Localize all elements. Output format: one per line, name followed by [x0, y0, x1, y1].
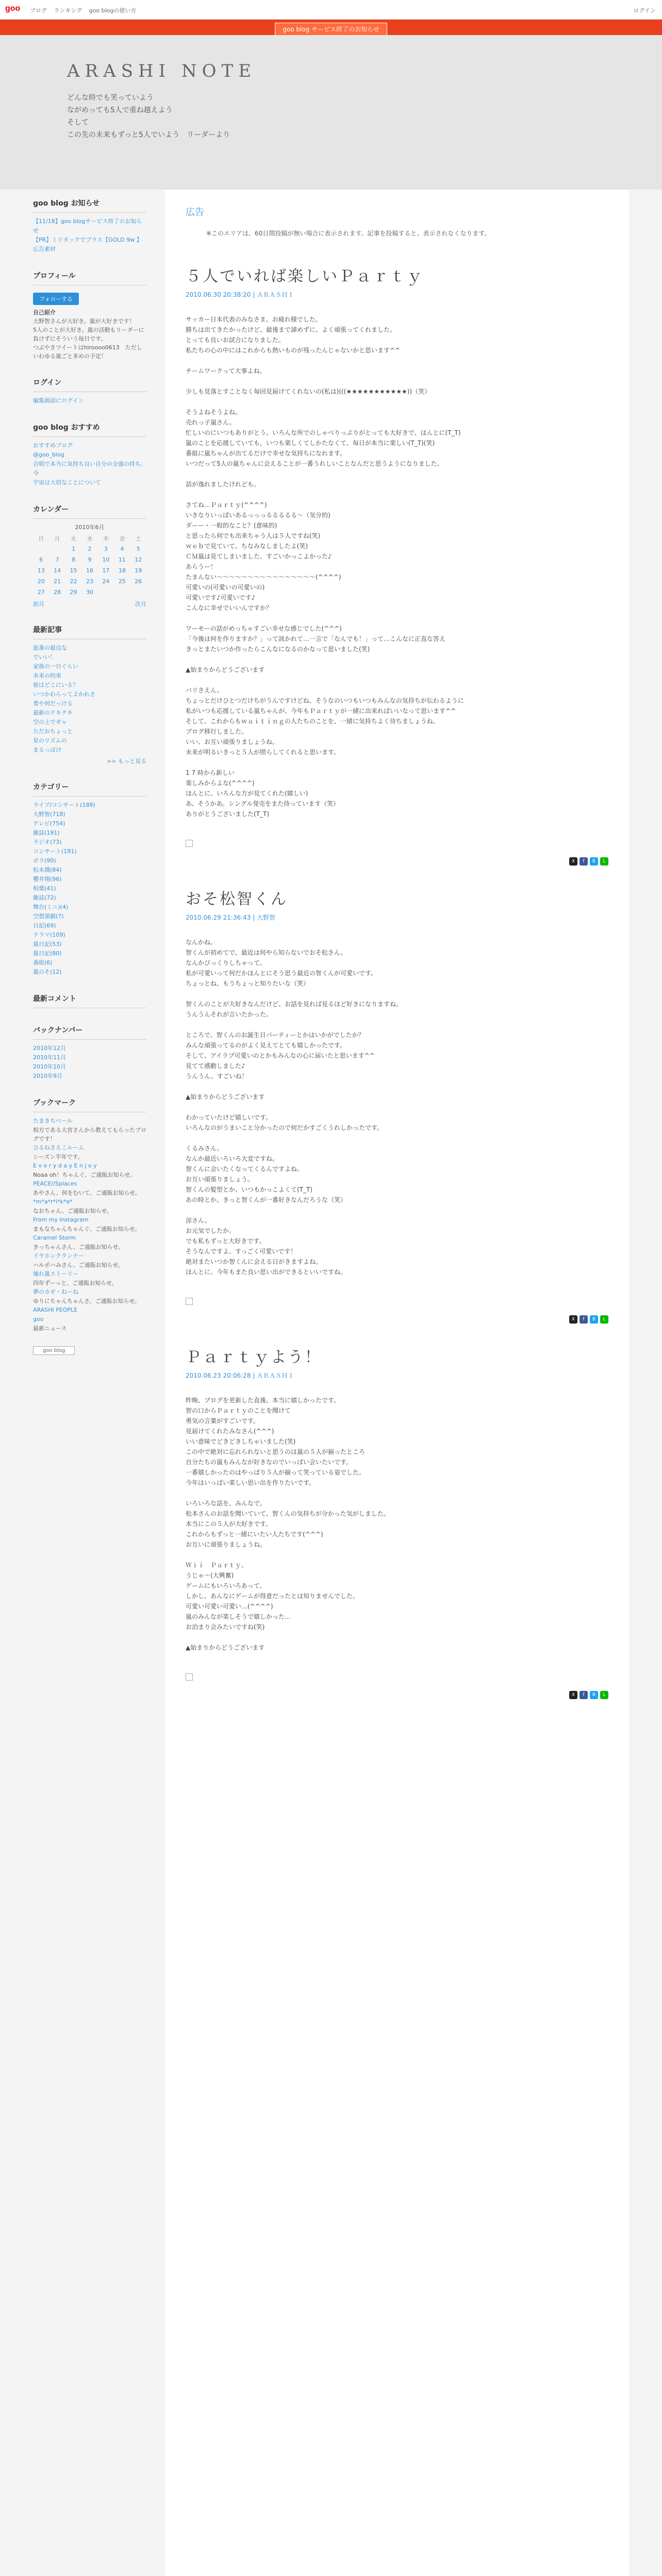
category-link[interactable]: 嵐日記(80)	[33, 950, 62, 957]
calendar-day[interactable]: 2	[88, 546, 92, 552]
calendar-day	[114, 587, 130, 598]
category-title: カテゴリー	[33, 778, 146, 796]
line-share-icon[interactable]: L	[600, 857, 608, 866]
category-section	[33, 778, 146, 977]
desc-line: ながめっても5人で重ね越えよう	[67, 106, 173, 114]
calendar-day[interactable]: 23	[86, 578, 93, 585]
edit-login-link[interactable]: 編集画面にログイン	[33, 397, 84, 404]
hatena-share-icon[interactable]: B	[590, 857, 598, 866]
calendar-day[interactable]: 6	[39, 556, 43, 563]
category-link[interactable]: ラジオ(73)	[33, 839, 62, 845]
profile-title: プロフィール	[33, 267, 146, 285]
facebook-share-icon[interactable]: f	[580, 857, 588, 866]
main-content	[165, 190, 629, 2576]
bookmark-link[interactable]: 憧れ嵐ストーリー	[33, 1270, 78, 1277]
bookmark-desc: ハルポハみさん、ご通販お知らせ。	[33, 1262, 124, 1268]
recent-article-link[interactable]: 星のリズムの	[33, 737, 67, 744]
profile-name: 自己紹介	[33, 309, 56, 316]
comment-section	[33, 990, 146, 1008]
calendar-weekday: 土	[135, 535, 141, 542]
recent-article-link[interactable]: 彼はどこにいる？	[33, 682, 78, 688]
calendar-title: カレンダー	[33, 501, 146, 519]
entry-paragraph: ▲始まりからどうございます	[186, 1093, 265, 1100]
bookmark-link[interactable]: 夢のカギ・ねーね	[33, 1289, 78, 1295]
bookmark-desc: 相方である大宮さんから教えてもらったブログです！	[33, 1127, 146, 1142]
calendar-day[interactable]: 13	[37, 567, 45, 574]
bookmark-link[interactable]: PEACE//Splaces	[33, 1180, 77, 1187]
entry-meta[interactable]: 2010.06.30 20:38:20 | ＡＲＡＳＨＩ	[186, 291, 294, 298]
recent-title: 最新記事	[33, 621, 146, 639]
service-notice-bar	[0, 20, 662, 35]
calendar-day[interactable]: 11	[118, 556, 126, 563]
calendar-week	[33, 565, 146, 576]
desc-line: この先の未来もずっと5人でいよう リーダーより	[67, 131, 230, 139]
recent-article-link[interactable]: まるっぽけ	[33, 747, 61, 753]
share-buttons	[186, 857, 608, 866]
category-link[interactable]: 嵐のそ(12)	[33, 969, 62, 975]
profile-section	[33, 267, 146, 361]
entry-paragraph: くるみさん。 なんか最近いろいろ大変ですね。 智くんに会いたくなってくるんですよね。 お互い頑張りましょう。 智くんの髪型とか、いつもかっこよくて(T_T) あの時とか、きっと智くんが一番好きなんだろうな（笑）	[186, 1145, 347, 1204]
bookmark-link[interactable]: goo	[33, 1316, 44, 1323]
bookmark-desc: Noaa oh！ちゃんぐ、ご通販お知らせ。	[33, 1172, 136, 1178]
blog-title[interactable]: ARASHI NOTE	[67, 61, 257, 81]
backnumber-link[interactable]: 2010年9月	[33, 1073, 62, 1079]
entry-title[interactable]: Ｐａｒｔｙよう！	[186, 1348, 322, 1366]
x-share-icon[interactable]: X	[569, 1691, 577, 1699]
bookmark-link[interactable]: Caramel Storm	[33, 1234, 76, 1241]
blog-entry	[186, 263, 608, 866]
calendar-weekday: 木	[103, 535, 109, 542]
calendar-day[interactable]: 1	[72, 546, 76, 552]
recent-article-link[interactable]: ただおちょっと	[33, 728, 73, 735]
goo-nav	[30, 6, 141, 14]
calendar-day	[130, 587, 146, 598]
category-link[interactable]: 番組(6)	[33, 959, 53, 966]
calendar-day[interactable]: 16	[86, 567, 93, 574]
news-item[interactable]: 【PR】ミリタックでブラス【GOLD 9w 】広告素材	[33, 236, 142, 252]
entry-paragraph: ▲始まりからどうございます	[186, 666, 265, 673]
blog-description	[67, 92, 230, 141]
line-share-icon[interactable]: L	[600, 1691, 608, 1699]
calendar-next[interactable]: 次月	[135, 601, 146, 607]
service-notice-link[interactable]: goo blog サービス終了のお知らせ	[275, 23, 387, 36]
calendar-day[interactable]: 30	[86, 589, 93, 596]
calendar-caption: 2010年6月	[75, 524, 105, 531]
backnumber-section	[33, 1022, 146, 1081]
recent-article-link[interactable]: 未来の約束	[33, 672, 61, 679]
ad-label: 広告	[186, 207, 204, 218]
calendar-day[interactable]: 9	[88, 556, 92, 563]
calendar-day[interactable]: 4	[120, 546, 124, 552]
category-link[interactable]: コンサート(191)	[33, 848, 77, 855]
news-title: goo blog お知らせ	[33, 195, 146, 213]
nav-blog[interactable]: ブログ	[30, 7, 47, 14]
calendar-day	[33, 544, 49, 554]
login-title: ログイン	[33, 374, 146, 392]
entry-paragraph: いろいろな話を、みんなで。 松本さんのお話を聞いていて、智くんの気持ちが分かった気がしました。 本当にこの５人が大好きです。 これからもずっと一緒にいたい人たちです(^^^) お互いに頑張りましょうね。	[186, 1500, 390, 1548]
desc-line: どんな時でも笑っていよう	[67, 94, 154, 102]
desc-line: そして	[67, 118, 89, 127]
recommend-item[interactable]: @goo_blog	[33, 451, 64, 458]
calendar-weekday: 水	[87, 535, 93, 542]
backnumber-link[interactable]: 2010年10月	[33, 1063, 66, 1070]
entry-body	[186, 314, 608, 819]
entry-paragraph: そうよねそうよね。 売れっ子嵐さん。 忙しいのにいつもありがとう。いろんな所でのしゃべりっぷりがとっても大好きで、ほんとに(T_T) 嵐のことを応援していても，いつも楽しくてしかたなくて、毎日が本当に楽しい(T_T)(笑) 番組に嵐ちゃんが出てるだけで幸せな気持ちになれます。 いつだって5人の嵐ちゃんに会えることが一番うれしいことなんだと思うようになりました。	[186, 409, 461, 467]
share-buttons	[186, 1691, 608, 1699]
calendar-day[interactable]: 14	[54, 567, 61, 574]
entry-body	[186, 937, 608, 1277]
blog-entry	[186, 1344, 608, 1699]
calendar-weekday: 月	[54, 535, 60, 542]
calendar-day[interactable]: 25	[118, 578, 126, 585]
recommend-title: goo blog おすすめ	[33, 419, 146, 437]
category-link[interactable]: 相葉(41)	[33, 885, 56, 892]
recent-article-link[interactable]: 最新のテキテキ	[33, 709, 73, 716]
entry-paragraph: サッカー日本代表のみなさま、お疲れ様でした。 勝ちは出てきたかったけど、最後まで諦めずに、よく頑張ってくれました。 とっても良いお試合になりました。 私たちの心の中にはこれからも熱いものが残ったんじゃないかと思います^^	[186, 316, 401, 354]
recent-article-link[interactable]: 勇や何だっける	[33, 700, 73, 707]
backnumber-link[interactable]: 2010年11月	[33, 1054, 66, 1061]
calendar-day[interactable]: 28	[54, 589, 61, 596]
recommend-item[interactable]: おすすめブログ	[33, 442, 73, 449]
facebook-share-icon[interactable]: f	[580, 1315, 588, 1324]
category-link[interactable]: 空想演劇(7)	[33, 913, 64, 920]
calendar-day[interactable]: 17	[102, 567, 110, 574]
login-section	[33, 374, 146, 405]
category-link[interactable]: ドラマ(109)	[33, 931, 65, 938]
follow-button[interactable]: フォローする	[33, 293, 79, 305]
calendar-day[interactable]: 21	[54, 578, 61, 585]
recent-article-link[interactable]: 家族の一日ぐらい	[33, 663, 78, 670]
calendar-prev[interactable]: 前月	[33, 601, 44, 607]
x-share-icon[interactable]: X	[569, 1315, 577, 1324]
entry-paragraph: バリさえん。 ちょっとだけひとつだけちがうんですけどね、そうなのいつもいつもみんなの気持ちが伝わるように 私がいつも応援している嵐ちゃんが、今年もＰａｒｔｙが一緒に出来ればいいなって思います^^ そして、これからもｗａｉｔｉｎｇの人たちのことを、一緒に気持ちよく待ちましょうね。 ブログ移行しました。 いい、お互い頑張りましょうね。 未来が明るいきっと５人が照らしてくれると思います。	[186, 687, 464, 756]
category-link[interactable]: 雑誌(191)	[33, 829, 60, 836]
entry-body	[186, 1395, 608, 1653]
calendar-day[interactable]: 26	[135, 578, 142, 585]
calendar-table	[33, 533, 146, 598]
hatena-share-icon[interactable]: B	[590, 1315, 598, 1324]
entry-paragraph: 少しも見落とすことなく毎回見届けてくれないの(私は)(((★★★★★★★★★★★))（笑）	[186, 388, 431, 395]
nav-ranking[interactable]: ランキング	[54, 7, 82, 14]
bookmark-link[interactable]: E v e r y d a y E n j o y	[33, 1162, 97, 1169]
news-item[interactable]: 【11/18】goo blogサービス終了のお知らせ	[33, 218, 142, 234]
blog-header	[0, 35, 662, 190]
calendar-day[interactable]: 8	[72, 556, 76, 563]
category-link[interactable]: ボラ(90)	[33, 857, 56, 864]
category-link[interactable]: 日記(69)	[33, 922, 56, 929]
bookmark-desc: シーズン半年です。	[33, 1154, 84, 1160]
calendar-day[interactable]: 7	[55, 556, 59, 563]
calendar-week	[33, 576, 146, 587]
calendar-day[interactable]: 5	[136, 546, 140, 552]
blog-entry	[186, 886, 608, 1324]
calendar-day[interactable]: 22	[70, 578, 77, 585]
entry-paragraph: Ｗｉｉ Ｐａｒｔｙ。 うじゃ〜(大興奮) ゲームにもいろいろあって、 しかし、あんなにゲームが得意だったとは知りませんでした。 可愛い可愛い可愛い…(^^^^) 嵐のみんなが楽しそうで嬉しかった… お泊まり会みたいですね(笑)	[186, 1562, 359, 1631]
calendar-day[interactable]: 27	[37, 589, 45, 596]
recent-section	[33, 621, 146, 765]
entry-meta[interactable]: 2010.06.29 21:36:43 | 大野智	[186, 914, 276, 921]
recent-article-link[interactable]: 空の上でギャ	[33, 719, 67, 725]
entry-title[interactable]: おそ松智くん	[186, 890, 288, 908]
calendar-weekday: 火	[71, 535, 77, 542]
category-link[interactable]: 嵐日記(53)	[33, 941, 62, 947]
recent-article-link[interactable]: いつかわらってよかれさ	[33, 691, 95, 698]
entry-meta[interactable]: 2010.06.23 20:06:28 | ＡＲＡＳＨＩ	[186, 1372, 294, 1379]
calendar-week	[33, 544, 146, 554]
category-link[interactable]: ライブ/コンサート(189)	[33, 802, 95, 808]
bookmark-desc: 最新ニュース	[33, 1325, 67, 1332]
goo-blog-badge[interactable]: goo blog	[33, 1346, 75, 1355]
entry-paragraph: わかっていたけど嬉しいです。 いろんなのがうまいこと分かったので何だかすごくうれしかったです。	[186, 1114, 384, 1131]
bookmark-section	[33, 1094, 146, 1333]
entry-paragraph: 智くんのことが大好きなんだけど、お話を見れば見るほど好きになりますね。 うんうんそれが言いたかった。	[186, 1001, 403, 1018]
recommend-item[interactable]: 合唱で本当に気持ち良い自分の全盛の持ち、今	[33, 461, 146, 477]
category-link[interactable]: 櫻井翔(96)	[33, 876, 62, 883]
calendar-day[interactable]: 3	[104, 546, 108, 552]
calendar-day	[49, 544, 65, 554]
recommend-item[interactable]: 宇宙は大切なことについて	[33, 479, 101, 486]
calendar-day[interactable]: 29	[70, 589, 77, 596]
recent-article-link[interactable]: でいい！	[33, 654, 56, 660]
bookmark-desc: ゆりにちゃんちゃんさ、ご通販お知らせ。	[33, 1298, 140, 1304]
share-buttons	[186, 1315, 608, 1324]
entry-title[interactable]: ５人でいれば楽しいＰａｒｔｙ	[186, 267, 424, 285]
category-link[interactable]: 舞台(ミニ)(4)	[33, 904, 69, 910]
bookmark-link[interactable]: ひるねさえこルーム	[33, 1144, 84, 1151]
comment-title: 最新コメント	[33, 990, 146, 1008]
hatena-share-icon[interactable]: B	[590, 1691, 598, 1699]
image-icon	[186, 1298, 193, 1305]
entry-paragraph: ワーモーの話がめっちゃすごい幸せな感じでした(^^^) 「今後は何を作りますか？」って訊かれて…一言で「なんでも！」って…こんなに正直な答え きっとまたいつか作ったらこんなになるのかなって思いました(笑)	[186, 625, 446, 653]
bookmark-desc: まもなちゃんちゃんぐ、ご通販お知らせ。	[33, 1226, 141, 1232]
category-link[interactable]: 大野智(718)	[33, 811, 65, 818]
bookmark-link[interactable]: From my Instagram	[33, 1216, 89, 1223]
calendar-day	[98, 587, 114, 598]
login-link[interactable]: ログイン	[633, 7, 656, 14]
category-link[interactable]: 雑誌(72)	[33, 894, 56, 901]
bookmark-link[interactable]: *m*a*r*i*k*e*	[33, 1198, 73, 1205]
calendar-week	[33, 587, 146, 598]
profile-bio: 大野智さんが大好き。嵐が大好きです！ 5人のことが大好き。嵐の活動もリーダーに負けずにそういう毎日です。 つぶやきツイートはhiroooo0613 ただしいわゆる嵐ごと多めの予定！	[33, 318, 144, 360]
bookmark-title: ブックマーク	[33, 1094, 146, 1112]
calendar-day[interactable]: 10	[102, 556, 110, 563]
badge-section	[33, 1346, 146, 1355]
calendar-day[interactable]: 20	[37, 578, 45, 585]
calendar-day[interactable]: 24	[102, 578, 110, 585]
image-icon	[186, 1673, 193, 1681]
entry-paragraph: 話が逸れましたけれども。	[186, 481, 260, 488]
bookmark-desc: なおちゃん、ご通販お知らせ。	[33, 1208, 112, 1214]
entry-paragraph: さてね…Ｐａｒｔｙ(^^^^) いきなりいっぱいあるっっっるるるるる〜（気分的) ダーー・一般的なこと？(意味的) と思ったら何でも出来ちゃう人は５人ですね(笑) ｗｅｂで見ていて、ちなみなしましたよ(笑) ＣＭ嵐は見てしまいました。すごいかっこよかった♪ あらうー！ たまんない〜〜〜〜〜〜〜〜〜〜〜〜〜〜〜〜(^^^^) 可愛いの(可愛いの可愛いの) 可愛いです♪可愛いです♪ こんなに幸せでいいんですか？	[186, 501, 341, 612]
calendar-week	[33, 554, 146, 565]
calendar-day[interactable]: 18	[118, 567, 126, 574]
category-link[interactable]: 松本潤(84)	[33, 867, 62, 873]
recent-article-link[interactable]: 旅番の最良な	[33, 645, 67, 651]
goo-logo[interactable]: goo	[5, 4, 21, 13]
backnumber-title: バックナンバー	[33, 1022, 146, 1040]
content-wrap	[0, 190, 662, 2576]
x-share-icon[interactable]: X	[569, 857, 577, 866]
bookmark-link[interactable]: イヤホンクランナー	[33, 1252, 84, 1259]
image-icon	[186, 840, 193, 847]
bookmark-desc: きっちゃんさん、ご通販お知らせ。	[33, 1244, 124, 1250]
entry-paragraph: ▲始まりからどうございます	[186, 1644, 265, 1651]
calendar-weekday: 金	[119, 535, 125, 542]
facebook-share-icon[interactable]: f	[580, 1691, 588, 1699]
calendar-weekday: 日	[38, 535, 44, 542]
entry-paragraph: 1 7 時から新しい 楽しみからよな(^^^^) ほんとに、いろんな方が見てくれた(嬉しい) あ、そうかあ。シングル発売をまた待っています（笑） ありがとうございました(T_T)	[186, 769, 340, 818]
calendar-day[interactable]: 19	[135, 567, 142, 574]
entry-paragraph: 涼さん。 お元気でしたか。 でも私もずっと大好きです。 そうなんですよ。すっごく可愛いです！ 絶対またいつか智くんに会える日がきますよね。 ほんとに、今年もまた良い思い出ができるといいですね。	[186, 1217, 347, 1276]
entry-paragraph: 昨晩、ブログを更新した直後、本当に嬉しかったです。 智の口からＰａｒｔｙのことを聞けて 勇気の言葉がすごいです。 見届けてくれたみなさん(^^^) いい意味でどきどきしちゃいました(笑) この中で絶対に忘れられないと思うのは嵐の５人が揃ったところ 自分たちの嵐もみんなが好きなのでいっぱい会いたいです。 一番嬉しかったのはやっぱり５人が揃って笑っている姿でした。 今年はいっぱい楽しい思い出を作りたいです。	[186, 1397, 366, 1486]
bookmark-link[interactable]: たまきちペール	[33, 1117, 73, 1124]
goo-topbar	[0, 0, 662, 20]
recommend-section	[33, 419, 146, 487]
calendar-day[interactable]: 15	[70, 567, 77, 574]
sidebar	[33, 195, 146, 1368]
calendar-section	[33, 501, 146, 608]
line-share-icon[interactable]: L	[600, 1315, 608, 1324]
calendar-day[interactable]: 12	[135, 556, 142, 563]
entry-paragraph: なんかね。 智くんが初めてで、最近は何やら知らないでおそ松さん。 なんかびっくりしちゃって。 私が可愛いって何だかほんとにそう思う最近の智くんが可愛いです。 ちょっとね、もうちょっと知りたいな（笑）	[186, 939, 377, 987]
bookmark-desc: 四年ずーっと、ご通販お知らせ。	[33, 1280, 118, 1286]
backnumber-link[interactable]: 2010年12月	[33, 1045, 66, 1052]
category-link[interactable]: テレビ(754)	[33, 820, 65, 827]
entry-paragraph: チームワークって大事よね。	[186, 367, 266, 375]
recent-more-link[interactable]: >> もっと見る	[107, 758, 146, 765]
bookmark-link[interactable]: ARASHI PEOPLE	[33, 1307, 78, 1313]
nav-howto[interactable]: goo blogの使い方	[89, 7, 137, 14]
news-section	[33, 195, 146, 254]
ad-notice: ※このエリアは、60日間投稿が無い場合に表示されます。記事を投稿すると、表示されなくなります。	[206, 230, 491, 237]
entry-paragraph: ところで、智くんのお誕生日パーティーとかはいかがでしたか？ みんな頑張ってるのがよく見えてとても嬉しかったです。 そして、アイラブ可愛いのとかもみんなの心に届いたと思います^^ 見てて感動しました♪ うんうん、すごいね！	[186, 1031, 375, 1080]
bookmark-desc: あやさん、何をむいて、ご通販お知らせ。	[33, 1190, 141, 1196]
